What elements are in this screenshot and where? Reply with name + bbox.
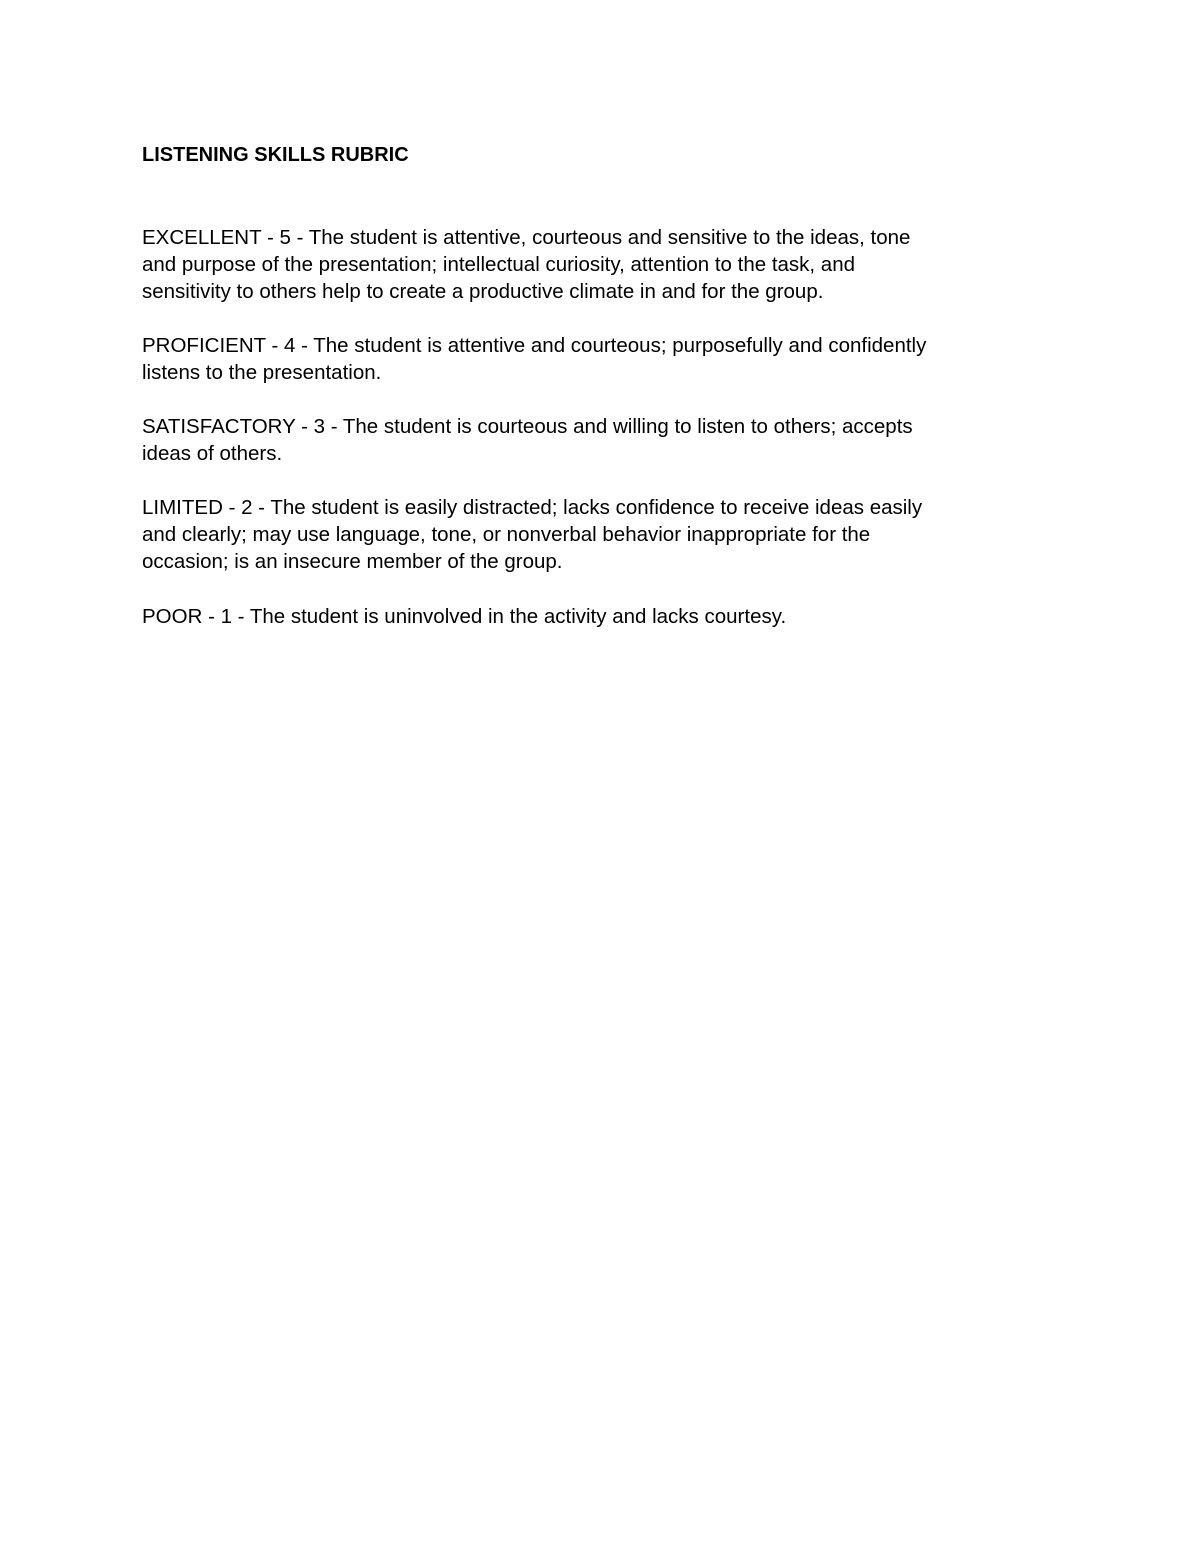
rubric-text-line: occasion; is an insecure member of the group. [142,550,563,573]
rubric-level-excellent [142,224,1022,305]
rubric-text-line: LIMITED - 2 - The student is easily distracted; lacks confidence to receive ideas easily [142,496,923,519]
rubric-level-limited [142,494,1022,575]
rubric-text-line: listens to the presentation. [142,361,382,384]
rubric-text-line: PROFICIENT - 4 - The student is attentive and courteous; purposefully and confidently [142,334,927,357]
rubric-level-proficient [142,332,1022,386]
rubric-level-poor [142,603,1022,630]
rubric-text-line: sensitivity to others help to create a productive climate in and for the group. [142,280,824,303]
rubric-text-line: POOR - 1 - The student is uninvolved in the activity and lacks courtesy. [142,605,787,628]
rubric-text-line: and clearly; may use language, tone, or nonverbal behavior inappropriate for the [142,523,871,546]
rubric-level-satisfactory [142,413,1022,467]
document-title: LISTENING SKILLS RUBRIC [142,144,409,166]
rubric-text-line: and purpose of the presentation; intellectual curiosity, attention to the task, and [142,253,856,276]
rubric-text-line: ideas of others. [142,442,283,465]
rubric-text-line: EXCELLENT - 5 - The student is attentive, courteous and sensitive to the ideas, tone [142,226,911,249]
rubric-text-line: SATISFACTORY - 3 - The student is courteous and willing to listen to others; accepts [142,415,913,438]
